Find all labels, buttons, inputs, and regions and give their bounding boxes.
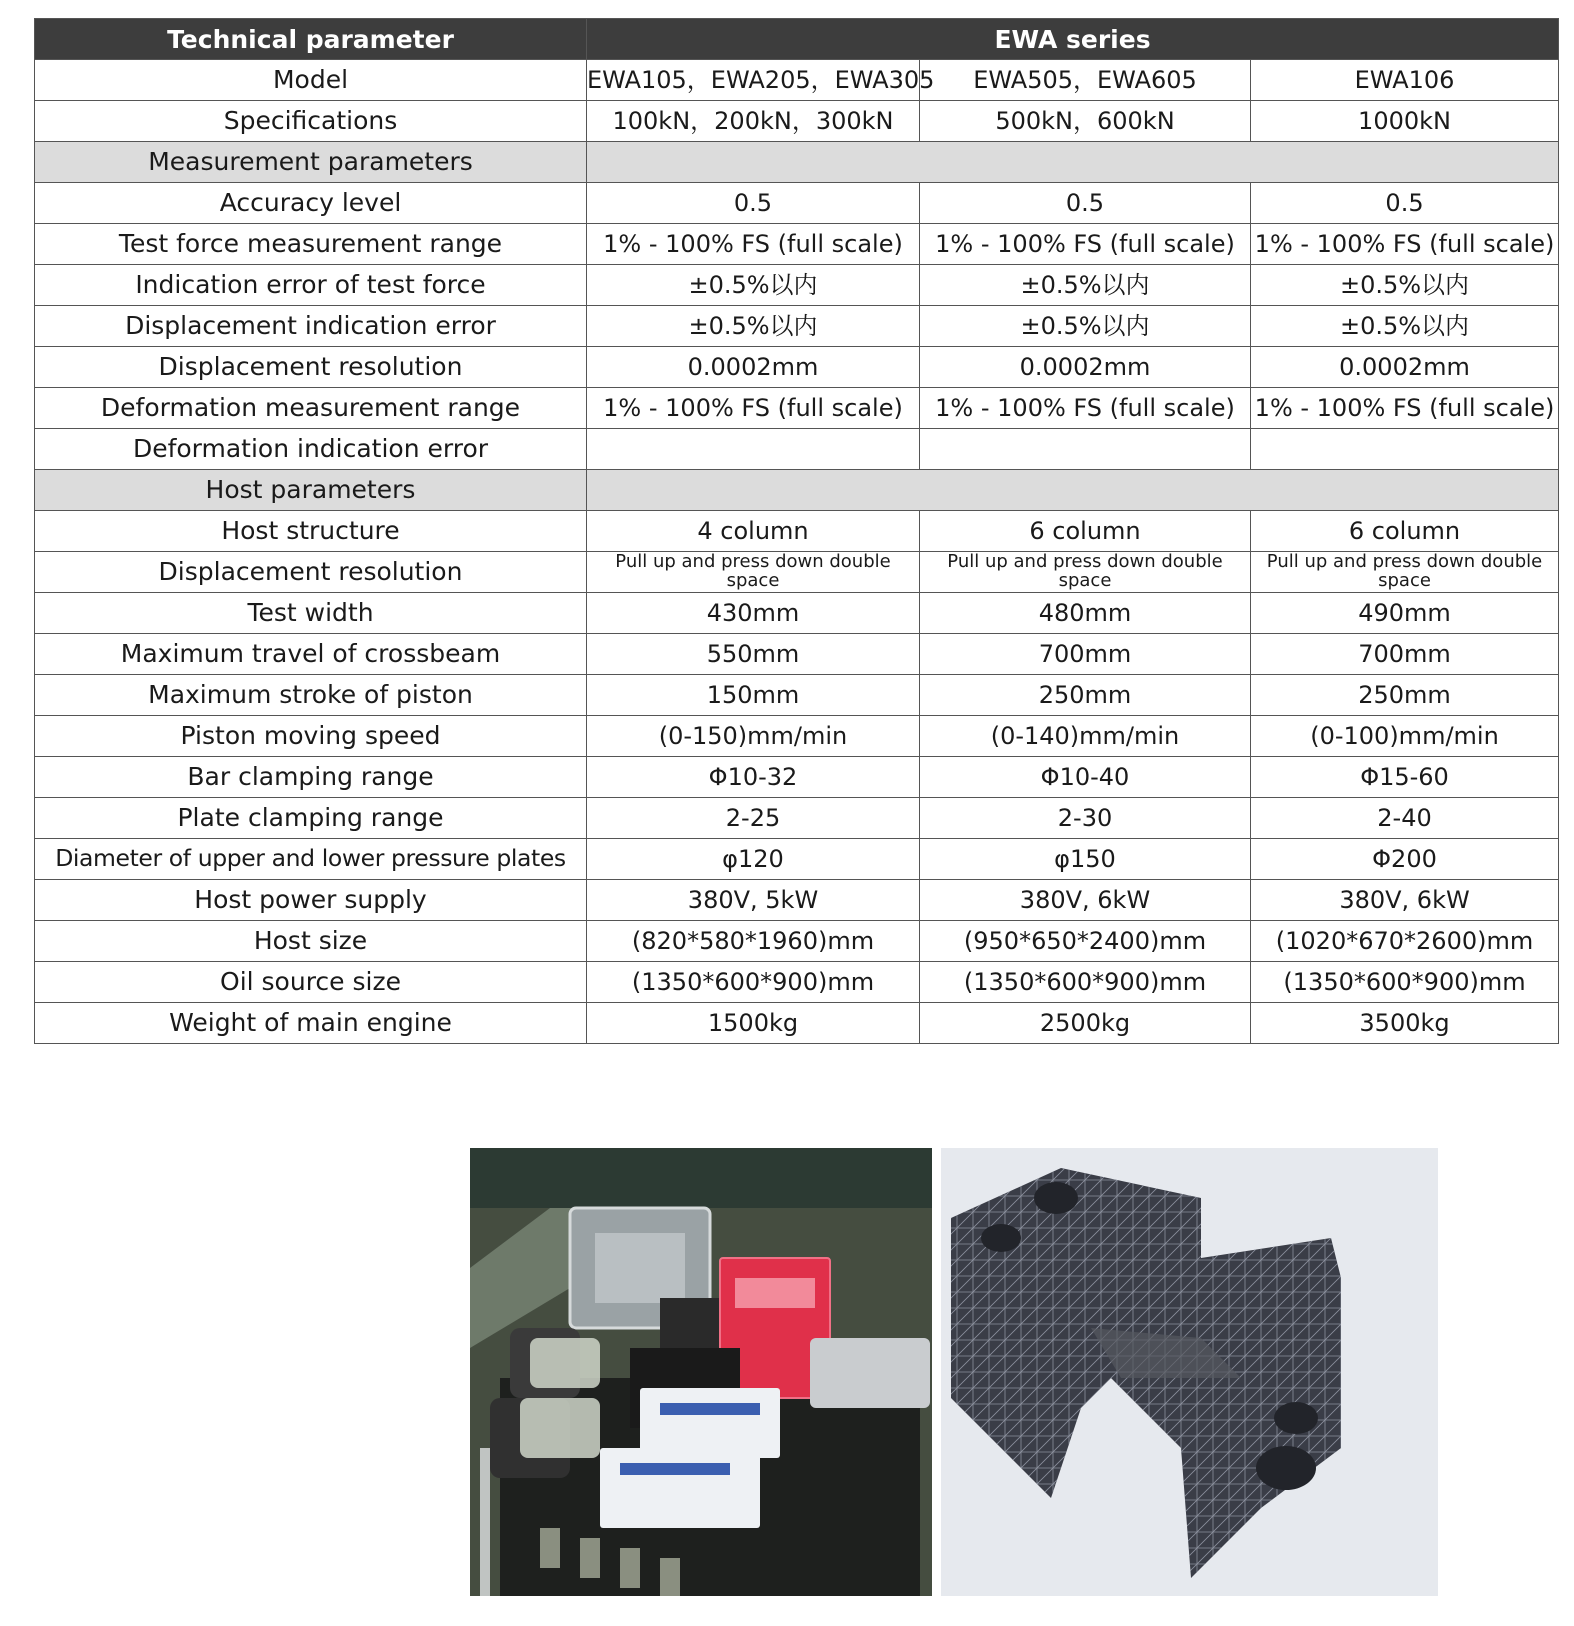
table-row	[35, 347, 1559, 388]
table-row	[35, 306, 1559, 347]
header-technical-parameter: Technical parameter	[35, 19, 587, 60]
row-label: Displacement indication error	[35, 306, 587, 347]
cell-value: 150mm	[587, 675, 920, 716]
cell-value: (0-150)mm/min	[587, 716, 920, 757]
cell-value: 250mm	[920, 675, 1251, 716]
cell-value: Φ15-60	[1251, 757, 1559, 798]
header-ewa-series: EWA series	[587, 19, 1559, 60]
table-row	[35, 429, 1559, 470]
cell-value: 0.0002mm	[1251, 347, 1559, 388]
cell-value: 4 column	[587, 511, 920, 552]
cell-value: 430mm	[587, 593, 920, 634]
row-label: Indication error of test force	[35, 265, 587, 306]
row-label: Bar clamping range	[35, 757, 587, 798]
cell-value: 6 column	[920, 511, 1251, 552]
cell-value: ±0.5%以内	[920, 306, 1251, 347]
cell-value	[920, 429, 1251, 470]
table-row	[35, 716, 1559, 757]
table-row	[35, 798, 1559, 839]
row-label: Maximum travel of crossbeam	[35, 634, 587, 675]
cell-value: 700mm	[920, 634, 1251, 675]
cell-value: 1000kN	[1251, 101, 1559, 142]
row-label: Deformation indication error	[35, 429, 587, 470]
table-row	[35, 921, 1559, 962]
cell-value	[1251, 429, 1559, 470]
section-filler	[587, 470, 1559, 511]
cell-value: ±0.5%以内	[587, 265, 920, 306]
cell-value: (1020*670*2600)mm	[1251, 921, 1559, 962]
section-row	[35, 470, 1559, 511]
cell-value: EWA505，EWA605	[920, 60, 1251, 101]
table-row	[35, 552, 1559, 593]
cell-value: 0.0002mm	[920, 347, 1251, 388]
fea-mesh-photo	[941, 1148, 1438, 1596]
cell-value: 6 column	[1251, 511, 1559, 552]
table-row	[35, 593, 1559, 634]
cell-value: 1% - 100% FS (full scale)	[1251, 224, 1559, 265]
row-label: Piston moving speed	[35, 716, 587, 757]
cell-value: 0.5	[920, 183, 1251, 224]
table-row	[35, 880, 1559, 921]
section-label: Measurement parameters	[35, 142, 587, 183]
row-label: Maximum stroke of piston	[35, 675, 587, 716]
table-row	[35, 511, 1559, 552]
section-filler	[587, 142, 1559, 183]
cell-value: 380V, 6kW	[920, 880, 1251, 921]
cell-value: (950*650*2400)mm	[920, 921, 1251, 962]
cell-value: 100kN，200kN，300kN	[587, 101, 920, 142]
row-label: Test width	[35, 593, 587, 634]
row-label: Displacement resolution	[35, 347, 587, 388]
cell-value: (0-100)mm/min	[1251, 716, 1559, 757]
row-label: Oil source size	[35, 962, 587, 1003]
row-label: Model	[35, 60, 587, 101]
cell-value: 2-30	[920, 798, 1251, 839]
table-row	[35, 265, 1559, 306]
row-label: Accuracy level	[35, 183, 587, 224]
hydraulic-valve-photo	[470, 1148, 932, 1596]
cell-value: ±0.5%以内	[920, 265, 1251, 306]
row-label: Weight of main engine	[35, 1003, 587, 1044]
cell-value: φ150	[920, 839, 1251, 880]
cell-value: 500kN，600kN	[920, 101, 1251, 142]
table-header-row	[35, 19, 1559, 60]
cell-value: φ120	[587, 839, 920, 880]
table-row	[35, 1003, 1559, 1044]
cell-value: Pull up and press down double space	[587, 552, 920, 593]
cell-value: 480mm	[920, 593, 1251, 634]
parameter-table	[34, 18, 1559, 1044]
cell-value	[587, 429, 920, 470]
table-body	[35, 60, 1559, 1044]
cell-value: 1% - 100% FS (full scale)	[920, 224, 1251, 265]
table-row	[35, 224, 1559, 265]
cell-value: (1350*600*900)mm	[1251, 962, 1559, 1003]
section-row	[35, 142, 1559, 183]
cell-value: 0.0002mm	[587, 347, 920, 388]
cell-value: EWA106	[1251, 60, 1559, 101]
cell-value: 3500kg	[1251, 1003, 1559, 1044]
cell-value: Pull up and press down double space	[920, 552, 1251, 593]
cell-value: ±0.5%以内	[1251, 265, 1559, 306]
table-row	[35, 60, 1559, 101]
cell-value: 1% - 100% FS (full scale)	[587, 224, 920, 265]
cell-value: 380V, 6kW	[1251, 880, 1559, 921]
cell-value: (820*580*1960)mm	[587, 921, 920, 962]
cell-value: Φ200	[1251, 839, 1559, 880]
table-row	[35, 675, 1559, 716]
cell-value: 2500kg	[920, 1003, 1251, 1044]
table-row	[35, 962, 1559, 1003]
row-label: Diameter of upper and lower pressure plates	[35, 839, 587, 880]
cell-value: 700mm	[1251, 634, 1559, 675]
row-label: Test force measurement range	[35, 224, 587, 265]
table-row	[35, 839, 1559, 880]
cell-value: 1500kg	[587, 1003, 920, 1044]
table-row	[35, 101, 1559, 142]
row-label: Host size	[35, 921, 587, 962]
table-row	[35, 183, 1559, 224]
row-label: Host power supply	[35, 880, 587, 921]
cell-value: 0.5	[1251, 183, 1559, 224]
table-row	[35, 757, 1559, 798]
section-label: Host parameters	[35, 470, 587, 511]
cell-value: ±0.5%以内	[587, 306, 920, 347]
parameter-table-container	[34, 18, 1558, 1044]
row-label: Plate clamping range	[35, 798, 587, 839]
fea-mesh-icon	[941, 1148, 1438, 1596]
row-label: Specifications	[35, 101, 587, 142]
cell-value: 380V, 5kW	[587, 880, 920, 921]
table-row	[35, 388, 1559, 429]
cell-value: 490mm	[1251, 593, 1559, 634]
hydraulic-valve-icon	[470, 1148, 932, 1596]
cell-value: (0-140)mm/min	[920, 716, 1251, 757]
product-photos	[470, 1148, 1438, 1596]
table-row	[35, 634, 1559, 675]
cell-value: (1350*600*900)mm	[920, 962, 1251, 1003]
cell-value: ±0.5%以内	[1251, 306, 1559, 347]
cell-value: 1% - 100% FS (full scale)	[587, 388, 920, 429]
cell-value: 2-25	[587, 798, 920, 839]
cell-value: Φ10-40	[920, 757, 1251, 798]
cell-value: 250mm	[1251, 675, 1559, 716]
cell-value: 550mm	[587, 634, 920, 675]
cell-value: 1% - 100% FS (full scale)	[920, 388, 1251, 429]
cell-value: 0.5	[587, 183, 920, 224]
cell-value: Pull up and press down double space	[1251, 552, 1559, 593]
cell-value: EWA105，EWA205，EWA305	[587, 60, 920, 101]
cell-value: (1350*600*900)mm	[587, 962, 920, 1003]
cell-value: 1% - 100% FS (full scale)	[1251, 388, 1559, 429]
row-label: Deformation measurement range	[35, 388, 587, 429]
cell-value: 2-40	[1251, 798, 1559, 839]
row-label: Displacement resolution	[35, 552, 587, 593]
row-label: Host structure	[35, 511, 587, 552]
cell-value: Φ10-32	[587, 757, 920, 798]
